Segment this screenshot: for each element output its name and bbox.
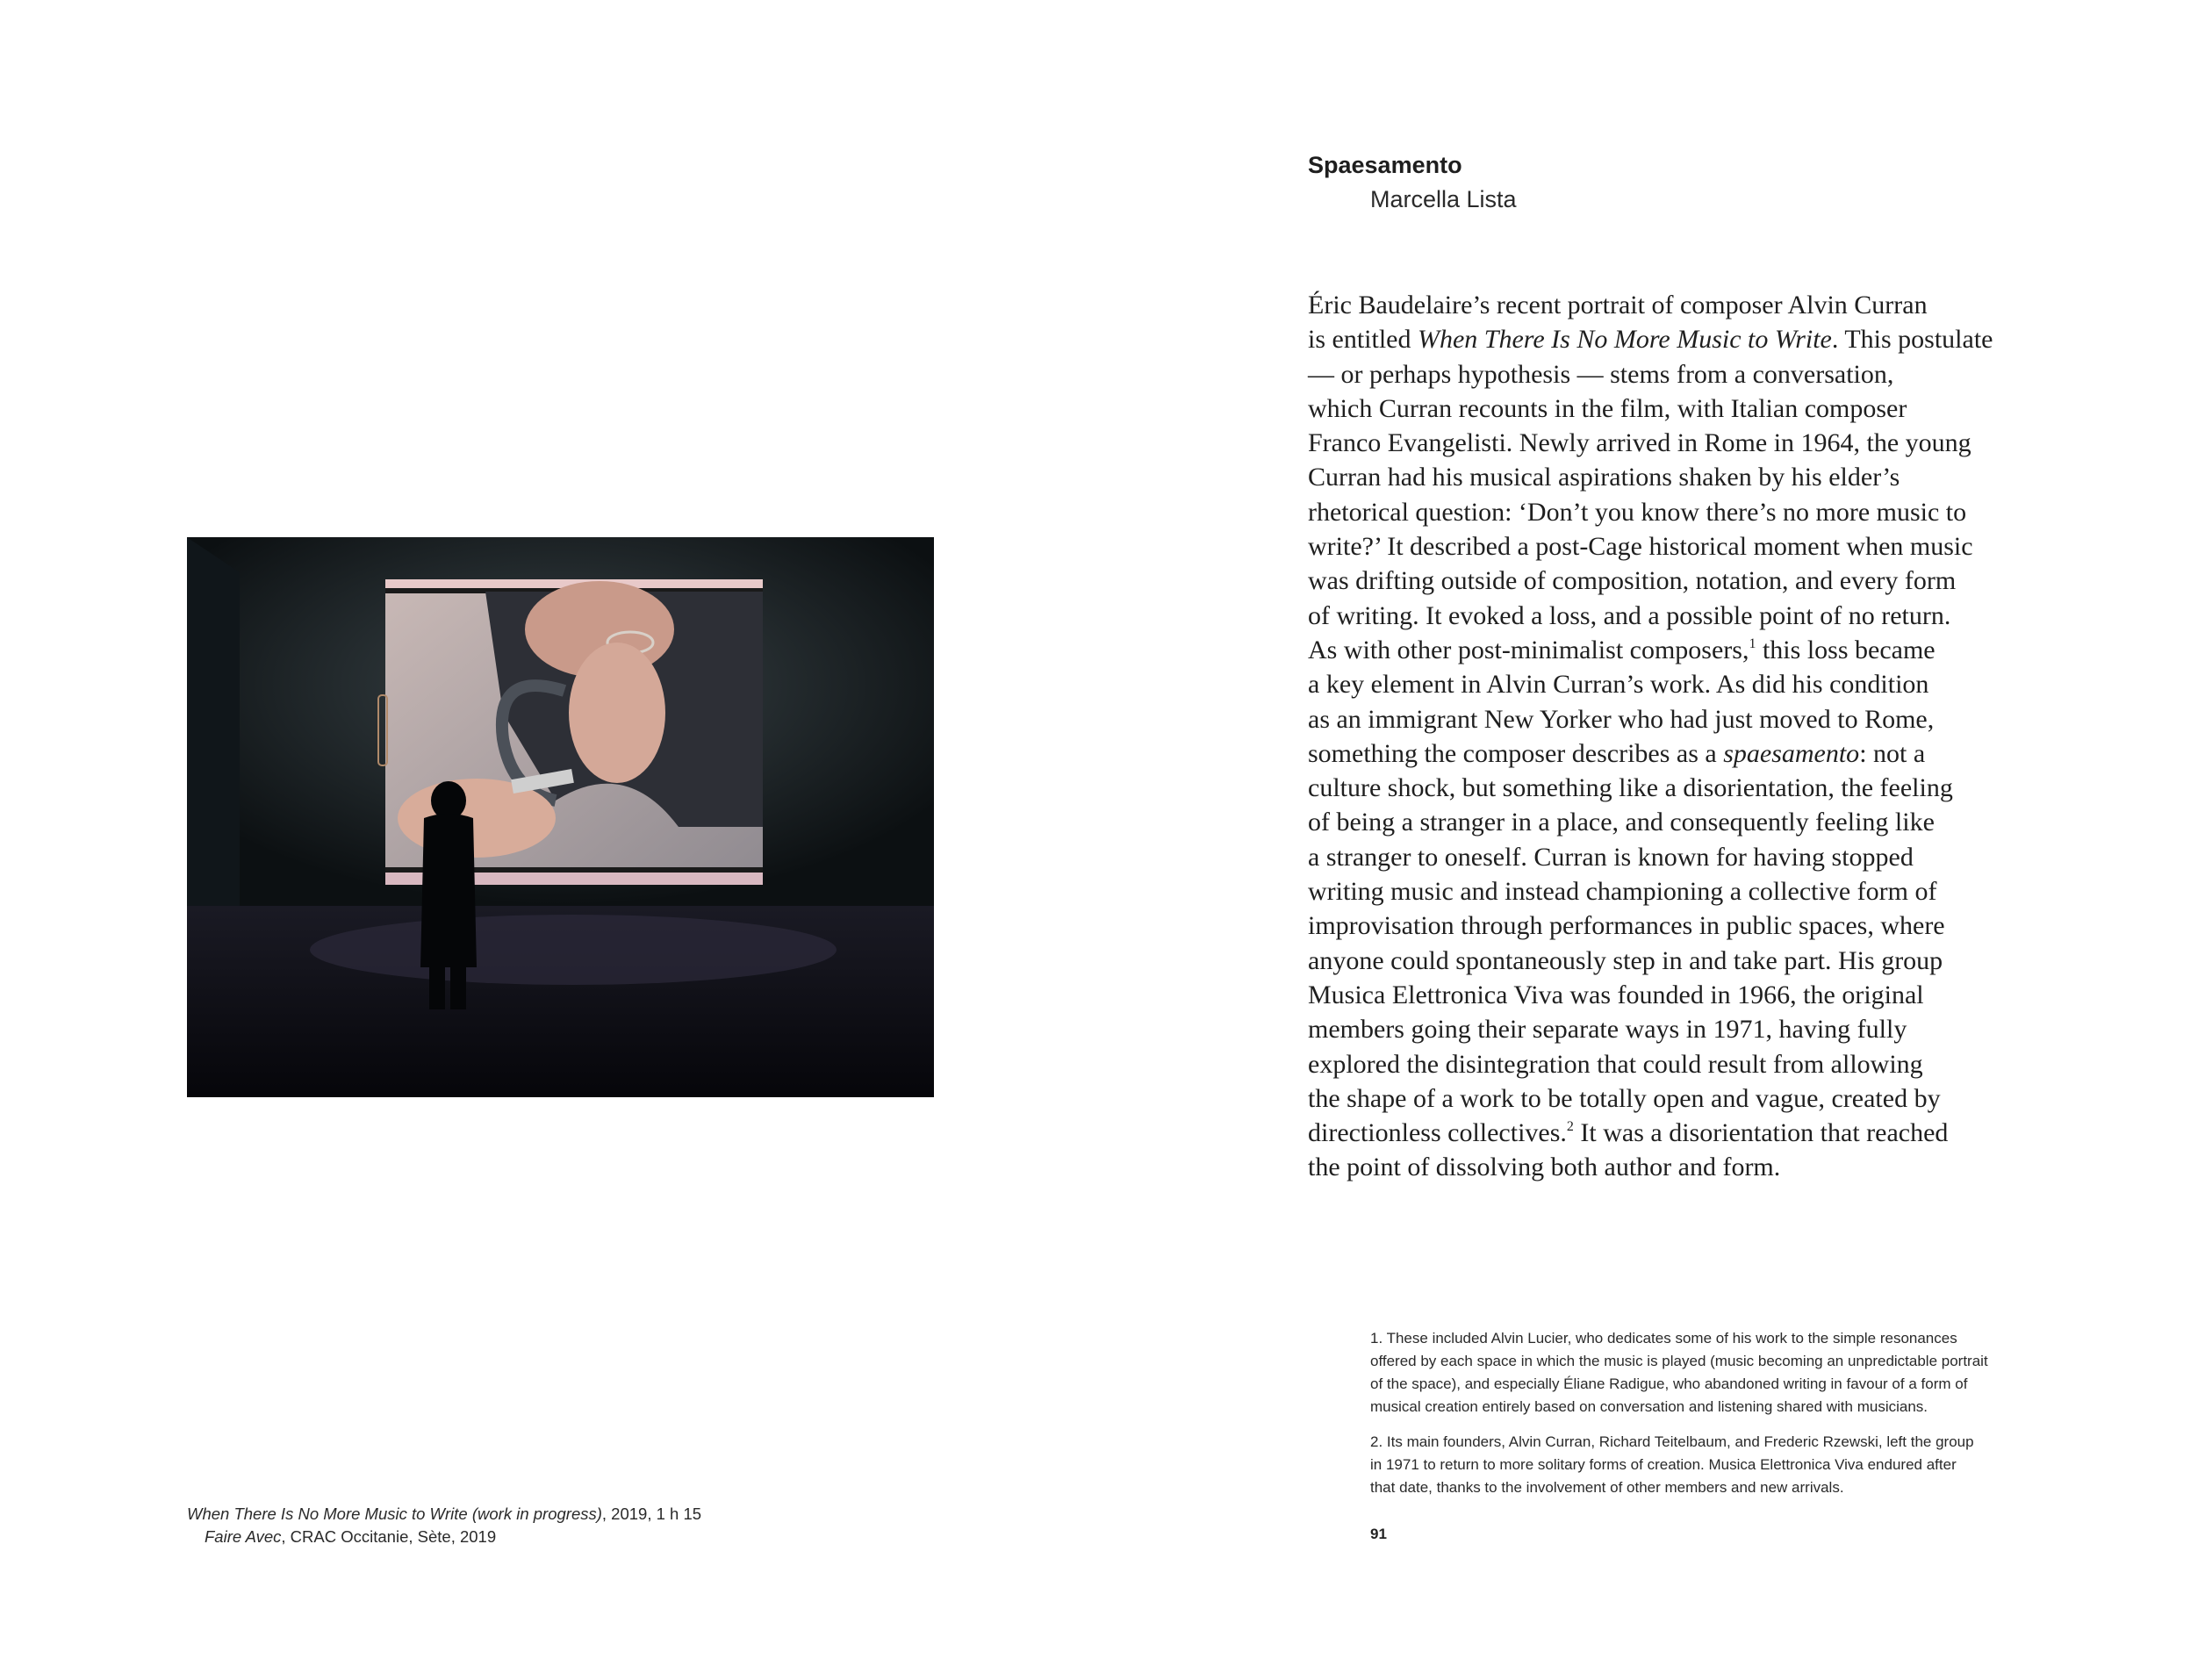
figure-caption [187,1503,977,1548]
body-line: rhetorical question: ‘Don’t you know there’s no more music to [1308,497,1967,527]
caption-work-title: When There Is No More Music to Write (work in progress) [187,1505,602,1523]
footnote-reference: 1 [1749,636,1756,651]
italic-title: When There Is No More Music to Write [1417,325,1832,355]
footnote-1 [1370,1327,2055,1418]
caption-line-1 [187,1503,977,1526]
footnote-reference: 2 [1566,1119,1574,1135]
body-line: write?’ It described a post-Cage historical moment when music [1308,532,1973,562]
body-line: a stranger to oneself. Curran is known for having stopped [1308,842,1914,872]
body-line: as an immigrant New Yorker who had just moved to Rome, [1308,704,1935,734]
caption-line-2 [187,1526,977,1548]
body-line: something the composer describes as a spaesamento: not a [1308,738,1926,768]
installation-photo [187,537,934,1097]
body-line: Musica Elettronica Viva was founded in 1966, the original [1308,980,1924,1009]
footnote-2 [1370,1431,2055,1499]
body-line: — or perhaps hypothesis — stems from a conversation, [1308,359,1894,389]
body-line: directionless collectives.$^2$ It was a disorientation that reached [1308,1118,1949,1148]
photo-illustration [187,537,934,1097]
body-line: was drifting outside of composition, notation, and every form [1308,566,1957,596]
caption-work-details: , 2019, 1 h 15 [601,1505,702,1523]
caption-exhibition-title: Faire Avec [205,1527,282,1546]
essay-body [1308,288,2063,1185]
body-line: the shape of a work to be totally open and vague, created by [1308,1083,1941,1113]
body-line: explored the disintegration that could result from allowing [1308,1049,1923,1079]
essay-title: Spaesamento [1308,152,1462,178]
footnotes [1370,1327,2055,1499]
body-line: the point of dissolving both author and form. [1308,1153,1781,1182]
body-line: of writing. It evoked a loss, and a possible point of no return. [1308,600,1951,630]
footnote-line: that date, thanks to the involvement of other members and new arrivals. [1370,1479,1844,1496]
page-number: 91 [1370,1526,1387,1542]
footnote-line: of the space), and especially Éliane Radigue, who abandoned writing in favour of a form of [1370,1375,1968,1392]
body-line: Franco Evangelisti. Newly arrived in Rome in 1964, the young [1308,428,1971,458]
body-line: a key element in Alvin Curran’s work. As did his condition [1308,670,1929,700]
body-line: culture shock, but something like a disorientation, the feeling [1308,773,1953,803]
body-line: writing music and instead championing a collective form of [1308,877,1937,907]
footnote-line: offered by each space in which the music is played (music becoming an unpredictable portrait [1370,1353,1988,1369]
body-line: is entitled When There Is No More Music to Write. This postulate [1308,325,1993,355]
footnote-line: 1. These included Alvin Lucier, who dedicates some of his work to the simple resonances [1370,1330,1957,1347]
body-line: which Curran recounts in the film, with Italian composer [1308,393,1907,423]
caption-exhibition-details: , CRAC Occitanie, Sète, 2019 [281,1527,497,1546]
footnote-line: 2. Its main founders, Alvin Curran, Richard Teitelbaum, and Frederic Rzewski, left the group [1370,1433,1974,1450]
italic-title: spaesamento [1723,738,1860,768]
body-line: improvisation through performances in public spaces, where [1308,911,1945,941]
body-line: members going their separate ways in 1971, having fully [1308,1015,1907,1045]
body-line: Curran had his musical aspirations shaken by his elder’s [1308,463,1900,492]
body-line: As with other post-minimalist composers,$^1$ this loss became [1308,635,1936,664]
essay-author: Marcella Lista [1370,186,1517,212]
body-line: Éric Baudelaire’s recent portrait of composer Alvin Curran [1308,291,1928,320]
body-line: of being a stranger in a place, and consequently feeling like [1308,808,1935,837]
footnote-line: in 1971 to return to more solitary forms of creation. Musica Elettronica Viva endured after [1370,1456,1957,1473]
footnote-line: musical creation entirely based on conversation and listening shared with musicians. [1370,1398,1928,1415]
body-line: anyone could spontaneously step in and take part. His group [1308,945,1943,975]
